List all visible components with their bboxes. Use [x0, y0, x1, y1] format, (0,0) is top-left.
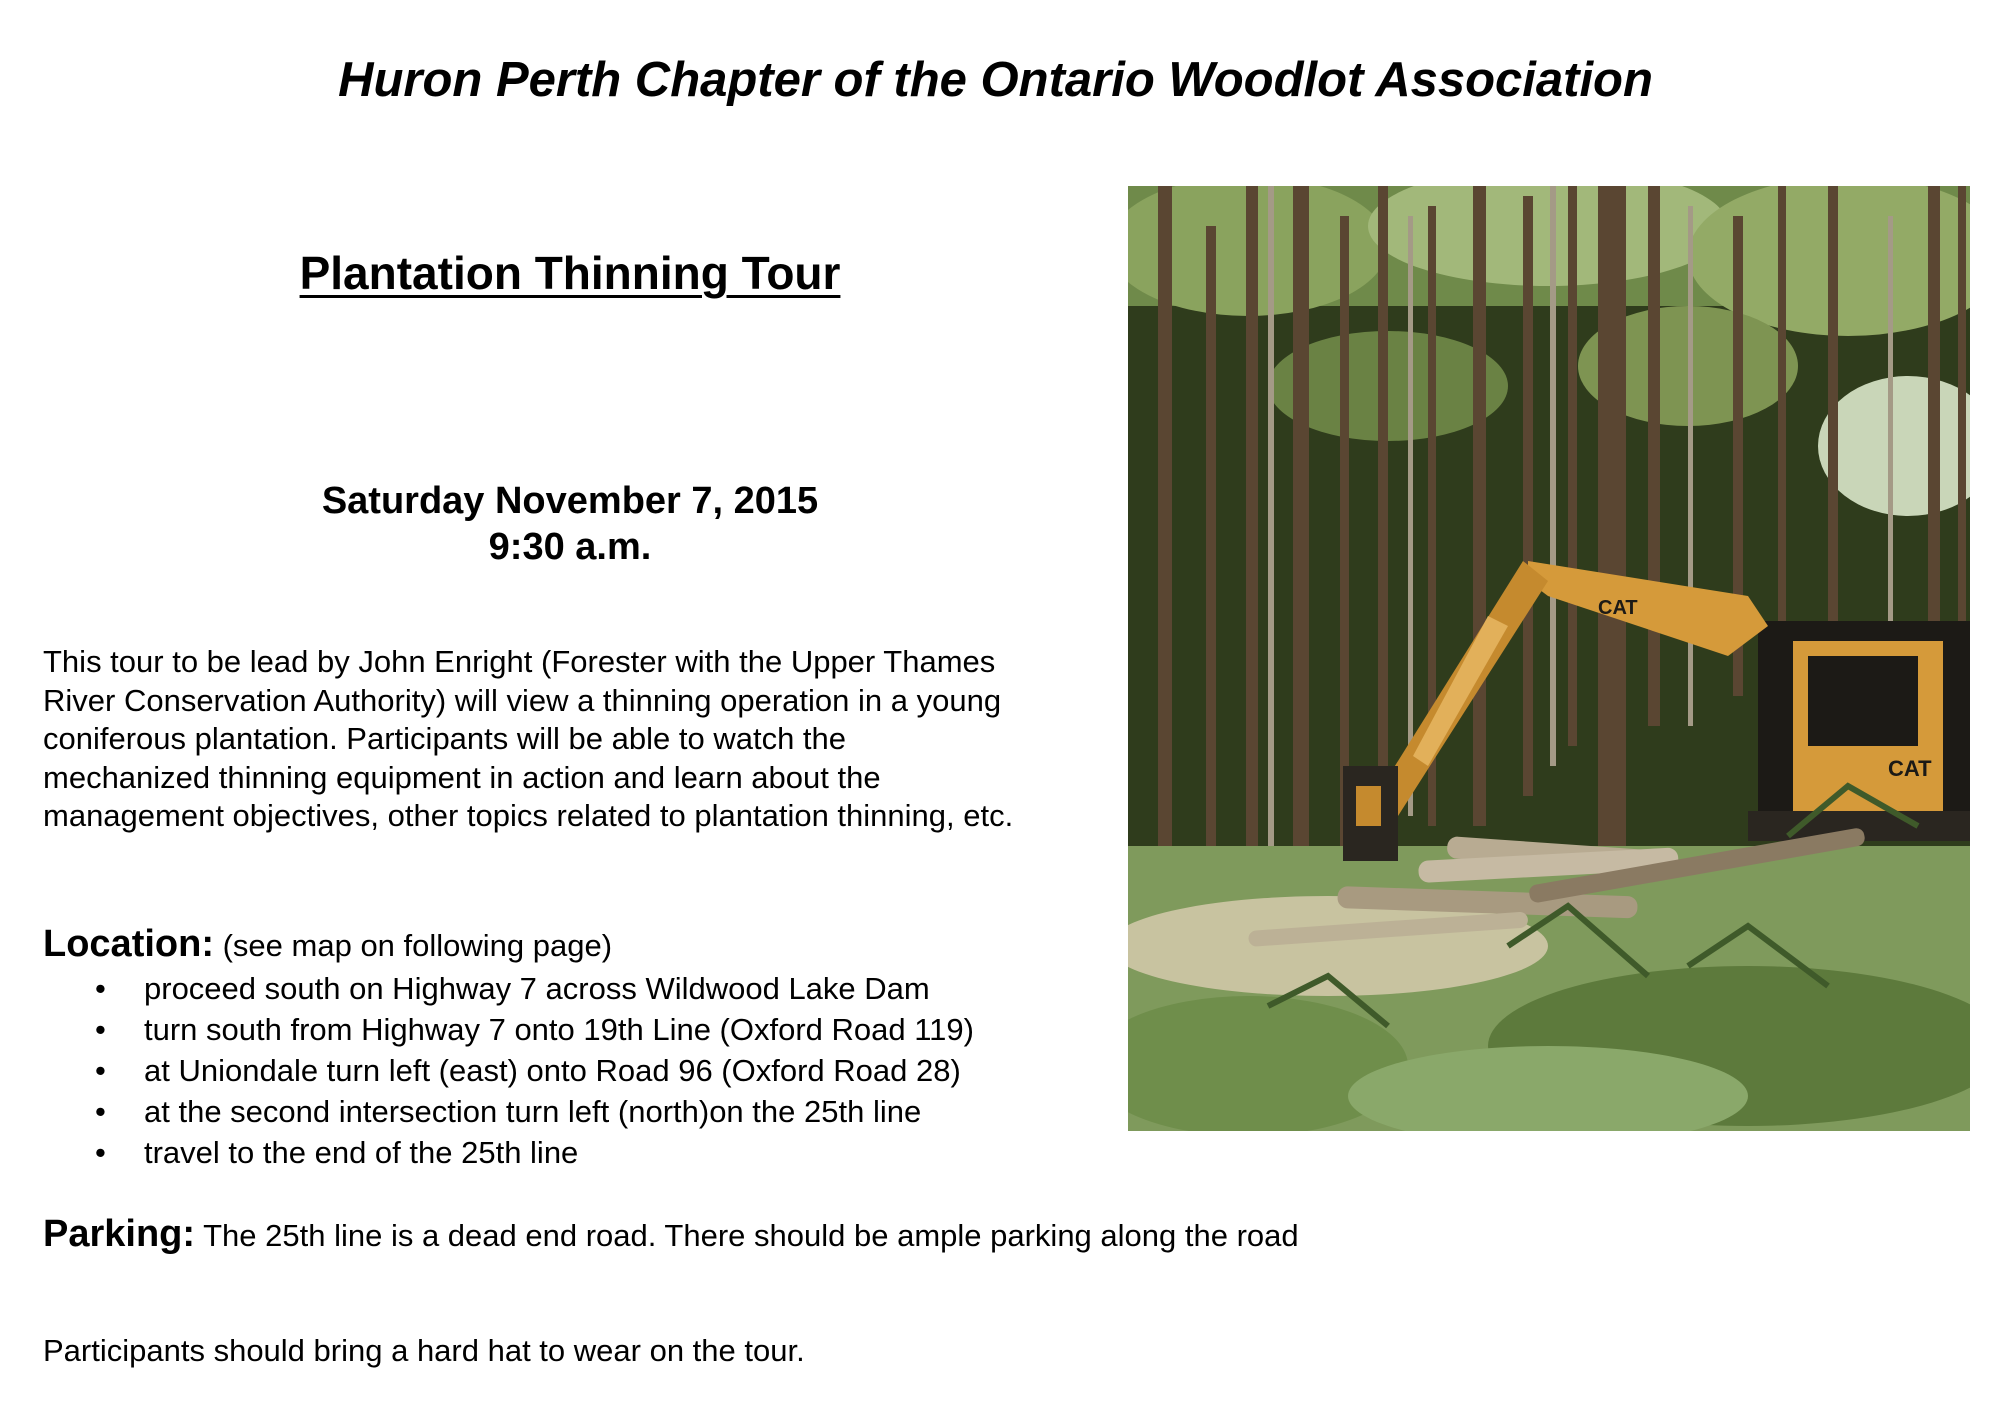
list-item — [43, 1132, 1123, 1173]
parking-section — [43, 1210, 1299, 1260]
organization-title: Huron Perth Chapter of the Ontario Woodlot Association — [338, 53, 1653, 107]
bullet-icon: • — [95, 1135, 106, 1170]
thinning-equipment-photo — [1128, 186, 1970, 1131]
bullet-icon: • — [95, 1094, 106, 1129]
excavator-window — [1808, 656, 1918, 746]
tour-title: Plantation Thinning Tour — [299, 247, 841, 299]
description-line: coniferous plantation. Participants will be able to watch the — [43, 721, 847, 756]
list-item — [43, 968, 1123, 1009]
description-line: management objectives, other topics related to plantation thinning, etc. — [43, 798, 1014, 833]
event-date-time — [0, 478, 1140, 570]
direction-text: at Uniondale turn left (east) onto Road 96 (Oxford Road 28) — [144, 1053, 961, 1088]
machine-badge: CAT — [1888, 756, 1932, 781]
direction-text: travel to the end of the 25th line — [144, 1135, 579, 1170]
location-section — [43, 922, 1123, 1173]
directions-list — [43, 968, 1123, 1173]
location-heading-row — [43, 922, 1123, 968]
location-note: (see map on following page) — [222, 928, 613, 963]
event-time: 9:30 a.m. — [488, 526, 652, 568]
list-item — [43, 1050, 1123, 1091]
event-date: Saturday November 7, 2015 — [321, 480, 819, 522]
location-label: Location: — [43, 923, 214, 965]
list-item — [43, 1091, 1123, 1132]
tour-description — [43, 643, 1123, 836]
bullet-icon: • — [95, 1053, 106, 1088]
direction-text: turn south from Highway 7 onto 19th Line (Oxford Road 119) — [144, 1012, 974, 1047]
bullet-icon: • — [95, 971, 106, 1006]
parking-label: Parking: — [43, 1213, 196, 1255]
description-line: This tour to be lead by John Enright (Forester with the Upper Thames — [43, 644, 996, 679]
hard-hat-note: Participants should bring a hard hat to wear on the tour. — [43, 1333, 805, 1368]
direction-text: at the second intersection turn left (north)on the 25th line — [144, 1094, 922, 1129]
harvester-head-accent — [1356, 786, 1381, 826]
machine-badge: CAT — [1598, 597, 1638, 619]
list-item — [43, 1009, 1123, 1050]
description-line: mechanized thinning equipment in action and learn about the — [43, 759, 881, 795]
description-line: River Conservation Authority) will view a thinning operation in a young — [43, 682, 1002, 718]
direction-text: proceed south on Highway 7 across Wildwood Lake Dam — [144, 971, 930, 1006]
forest-excavator-illustration — [1128, 186, 1970, 1131]
bullet-icon: • — [95, 1012, 106, 1047]
parking-text: The 25th line is a dead end road. There should be ample parking along the road — [203, 1218, 1299, 1253]
